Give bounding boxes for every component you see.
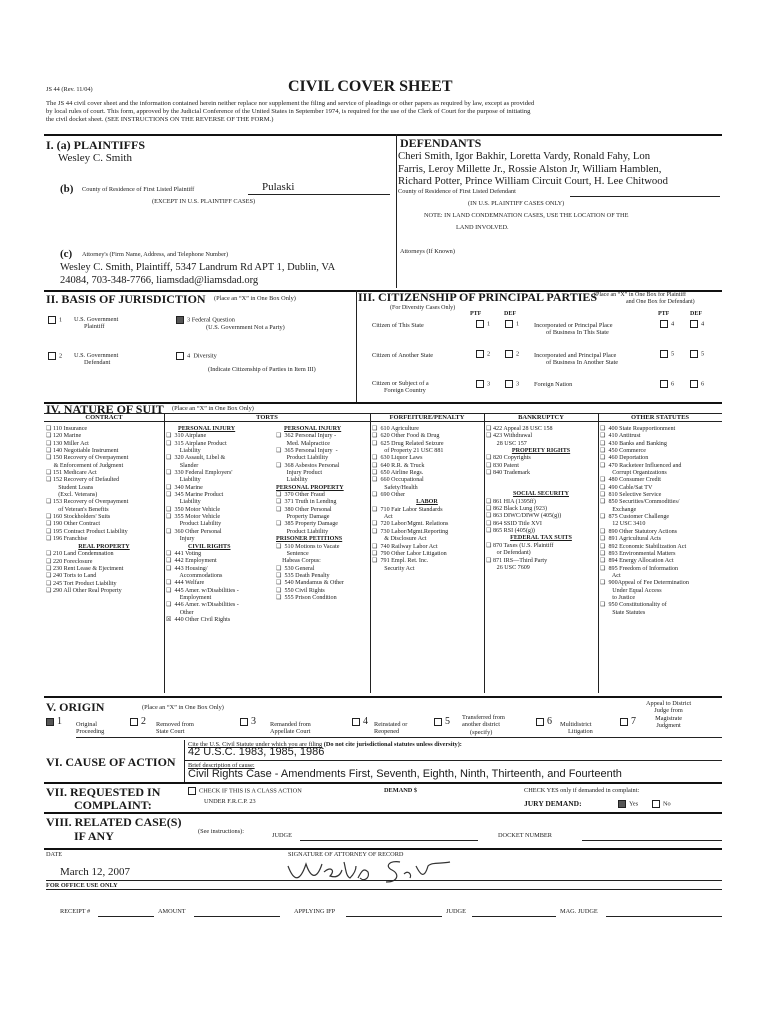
suit-option[interactable]: ❑ 120 Marine bbox=[46, 433, 82, 440]
col-bankruptcy: BANKRUPTCY bbox=[518, 414, 564, 421]
suit-option: & Disclosure Act bbox=[372, 536, 427, 543]
suit-option: Under Equal Access bbox=[600, 587, 662, 594]
plaintiff-county-label: County of Residence of First Listed Plaintiff bbox=[82, 186, 195, 193]
frcp-label: UNDER F.R.C.P. 23 bbox=[204, 798, 256, 805]
personal-injury2-list[interactable] bbox=[276, 426, 344, 602]
jurisdiction-instruction: (Place an “X” in One Box Only) bbox=[214, 295, 296, 302]
suit-option[interactable]: ❑ 550 Civil Rights bbox=[276, 587, 325, 594]
related-instructions: (See instructions): bbox=[198, 828, 244, 835]
suit-option: Habeas Corpus: bbox=[276, 558, 321, 565]
nature-header: IV. NATURE OF SUIT bbox=[46, 402, 164, 416]
suit-option: Product Liability bbox=[276, 455, 329, 462]
suit-option: Exchange bbox=[600, 506, 637, 513]
receipt-label: RECEIPT # bbox=[60, 908, 91, 915]
class-action-checkbox[interactable]: CHECK IF THIS IS A CLASS ACTION bbox=[188, 787, 302, 795]
suit-option[interactable]: ❑ 443 Housing/ bbox=[166, 565, 208, 572]
citizen-row3-def[interactable]: 3 bbox=[505, 380, 519, 388]
checkbox[interactable] bbox=[476, 350, 484, 358]
suit-option[interactable]: ❑ 385 Property Damage bbox=[276, 521, 338, 528]
suit-option[interactable]: ❑ 730 Labor/Mgmt.Reporting bbox=[372, 528, 449, 535]
suit-option: 28 USC 157 bbox=[486, 440, 527, 447]
checkbox[interactable] bbox=[476, 380, 484, 388]
suit-option[interactable]: ❑ 362 Personal Injury - bbox=[276, 433, 337, 440]
cite-label: Cite the U.S. Civil Statute under which you are filing (Do not cite jurisdictional statutes unless diversity): bbox=[188, 741, 462, 748]
bankruptcy-list[interactable] bbox=[486, 426, 596, 572]
docket-label: DOCKET NUMBER bbox=[498, 832, 552, 839]
citizen-row3-ptf2[interactable]: 6 bbox=[660, 380, 674, 388]
suit-option[interactable]: ❑ 230 Rent Lease & Ejectment bbox=[46, 566, 124, 573]
suit-option: Slander bbox=[166, 462, 199, 469]
personal-injury-header: PERSONAL INJURY bbox=[178, 426, 236, 432]
suit-option: to Justice bbox=[600, 594, 636, 601]
suit-option[interactable]: ❑ 480 Consumer Credit bbox=[600, 477, 661, 484]
suit-option[interactable]: ❑ 441 Voting bbox=[166, 550, 202, 557]
suit-option[interactable]: ❑ 400 State Reapportionment bbox=[600, 426, 676, 432]
origin-opt1[interactable]: 1 bbox=[46, 716, 62, 727]
suit-option[interactable]: ❑ 360 Other Personal bbox=[166, 528, 222, 535]
jury-yes[interactable]: Yes bbox=[618, 800, 638, 808]
suit-option: Accommodations bbox=[166, 572, 223, 579]
suit-option: Liability bbox=[166, 448, 201, 455]
checkbox[interactable] bbox=[652, 800, 660, 808]
suit-option: Injury Product bbox=[276, 470, 323, 477]
suit-option[interactable]: ❑ 320 Assault, Libel & bbox=[166, 455, 226, 462]
suit-option[interactable]: ❑ 555 Prison Condition bbox=[276, 594, 337, 601]
suit-option[interactable]: ❑ 861 HIA (1395ff) bbox=[486, 498, 536, 505]
suit-option[interactable]: ❑ 152 Recovery of Defaulted bbox=[46, 477, 120, 484]
citizen-row3-desc: Foreign Nation bbox=[534, 381, 573, 388]
suit-option[interactable]: ❑ 893 Environmental Matters bbox=[600, 550, 676, 557]
suit-option[interactable]: ❑ 150 Recovery of Overpayment bbox=[46, 455, 129, 462]
suit-option: Liability bbox=[166, 499, 201, 506]
plaintiff-county-value: Pulaski bbox=[262, 181, 295, 193]
suit-option: of Veteran's Benefits bbox=[46, 506, 109, 513]
defendant-line: Cheri Smith, Igor Bakhir, Loretta Vardy, Ronald Fahy, Lon bbox=[398, 150, 651, 162]
jurisdiction-opt3-note: (U.S. Government Not a Party) bbox=[206, 324, 285, 331]
civil-rights-header: CIVIL RIGHTS bbox=[188, 543, 231, 550]
suit-option: of Property 21 USC 881 bbox=[372, 448, 444, 455]
personal-property-header: PERSONAL PROPERTY bbox=[276, 484, 344, 491]
brief-value: Civil Rights Case - Amendments First, Seventh, Eighth, Ninth, Thirteenth, and Fourteenth bbox=[188, 768, 622, 780]
checkbox[interactable] bbox=[476, 320, 484, 328]
suit-option: Other bbox=[166, 609, 194, 616]
attorney-line1: Wesley C. Smith, Plaintiff, 5347 Landrum Rd APT 1, Dublin, VA bbox=[60, 262, 336, 273]
suit-option[interactable]: ❑ 894 Energy Allocation Act bbox=[600, 558, 674, 565]
citizen-row1-def[interactable]: 1 bbox=[505, 320, 519, 328]
suit-option[interactable]: ❑ 950 Constitutionality of bbox=[600, 602, 667, 609]
suit-option[interactable]: ❑ 355 Motor Vehicle bbox=[166, 514, 221, 521]
demand-label: DEMAND $ bbox=[384, 787, 418, 794]
jurisdiction-opt4-note: (Indicate Citizenship of Parties in Item III) bbox=[208, 366, 316, 373]
plaintiff-name: Wesley C. Smith bbox=[58, 152, 132, 164]
checkbox[interactable] bbox=[434, 718, 442, 726]
suit-option[interactable]: ❑ 865 RSI (405(g)) bbox=[486, 528, 535, 535]
attorney-line2: 24084, 703-348-7766, liamsdad@liamsdad.org bbox=[60, 275, 259, 286]
defendant-attorneys-label: Attorneys (If Known) bbox=[400, 248, 455, 255]
suit-option[interactable]: ❑ 450 Commerce bbox=[600, 448, 646, 455]
suit-option[interactable]: ❑ 850 Securities/Commodities/ bbox=[600, 499, 680, 506]
suit-option[interactable]: ❑ 510 Motions to Vacate bbox=[276, 543, 340, 550]
contract-list[interactable] bbox=[46, 426, 128, 544]
suit-option: Sentence bbox=[276, 550, 309, 557]
suit-option[interactable]: ❑ 890 Other Statutory Actions bbox=[600, 528, 678, 535]
checkbox[interactable] bbox=[690, 380, 698, 388]
suit-option[interactable]: ❑ 900Appeal of Fee Determination bbox=[600, 580, 689, 587]
jurisdiction-opt1[interactable]: 1 bbox=[48, 316, 62, 324]
suit-option[interactable]: ❑ 863 DIWC/DIWW (405(g)) bbox=[486, 513, 562, 520]
suit-option[interactable]: ❑ 870 Taxes (U.S. Plaintiff bbox=[486, 542, 554, 549]
origin-opt4-label: Reinstated or Reopened bbox=[374, 721, 408, 736]
origin-instruction: (Place an “X” in One Box Only) bbox=[142, 704, 224, 711]
checkbox[interactable] bbox=[690, 350, 698, 358]
amount-label: AMOUNT bbox=[158, 908, 186, 915]
citizen-row2-label: Citizen of Another State bbox=[372, 352, 434, 359]
col-other-statutes: OTHER STATUTES bbox=[630, 414, 690, 421]
jurisdiction-opt4[interactable]: 4 Diversity bbox=[176, 352, 217, 360]
citizen-row1-desc: Incorporated or Principal Place of Business In This State bbox=[534, 322, 613, 337]
suit-option[interactable]: ❑ 160 Stockholders' Suits bbox=[46, 514, 111, 521]
suit-option[interactable]: ❑ 740 Railway Labor Act bbox=[372, 543, 438, 550]
citizen-row3-ptf[interactable]: 3 bbox=[476, 380, 490, 388]
suit-option[interactable]: ❑ 790 Other Labor Litigation bbox=[372, 550, 447, 557]
other-statutes-list[interactable] bbox=[600, 426, 689, 617]
suit-option[interactable]: ❑ 340 Marine bbox=[166, 484, 203, 491]
suit-option[interactable]: ❑ 151 Medicare Act bbox=[46, 470, 97, 477]
suit-option[interactable]: ❑ 446 Amer. w/Disabilities - bbox=[166, 602, 239, 609]
suit-option[interactable]: ❑ 540 Mandamus & Other bbox=[276, 580, 344, 587]
suit-option: 26 USC 7609 bbox=[486, 564, 530, 571]
citizen-row2-ptf2[interactable]: 5 bbox=[660, 350, 674, 358]
citizen-row2-def[interactable]: 2 bbox=[505, 350, 519, 358]
suit-option[interactable]: ❑ 345 Marine Product bbox=[166, 492, 224, 499]
jurisdiction-header: II. BASIS OF JURISDICTION bbox=[46, 292, 206, 306]
origin-opt5[interactable]: 5 bbox=[434, 716, 450, 727]
suit-option[interactable]: ❑ 330 Federal Employers' bbox=[166, 470, 233, 477]
checkbox[interactable] bbox=[505, 380, 513, 388]
suit-option[interactable]: ❑ 830 Patent bbox=[486, 462, 519, 469]
suit-option[interactable]: ❑ 350 Motor Vehicle bbox=[166, 506, 221, 513]
jurisdiction-opt2-label: U.S. Government Defendant bbox=[74, 352, 119, 367]
attorney-label: Attorney's (Firm Name, Address, and Telephone Number) bbox=[82, 251, 229, 258]
brief-label: Brief description of cause: bbox=[188, 762, 255, 769]
applying-ifp-label: APPLYING IFP bbox=[294, 908, 336, 915]
checkbox-checked[interactable] bbox=[46, 718, 54, 726]
origin-opt4[interactable]: 4 bbox=[352, 716, 368, 727]
signature-image bbox=[280, 852, 460, 888]
checkbox[interactable] bbox=[620, 718, 628, 726]
defendants-header: DEFENDANTS bbox=[400, 136, 482, 150]
checkbox-checked[interactable] bbox=[176, 316, 184, 324]
suit-option[interactable]: ❑ 891 Agricultural Acts bbox=[600, 536, 661, 543]
origin-opt6[interactable]: 6 bbox=[536, 716, 552, 727]
jurisdiction-opt2[interactable]: 2 bbox=[48, 352, 62, 360]
jurisdiction-opt1-label: U.S. Government Plaintiff bbox=[74, 316, 119, 331]
suit-option[interactable]: ❑ 650 Airline Regs. bbox=[372, 470, 424, 477]
date-value: March 12, 2007 bbox=[60, 866, 130, 878]
origin-opt3-label: Remanded from Appellate Court bbox=[270, 721, 311, 736]
checkbox[interactable] bbox=[240, 718, 248, 726]
origin-opt6-label: Multidistrict Litigation bbox=[560, 721, 593, 736]
suit-option[interactable]: ❑ 245 Tort Product Liability bbox=[46, 580, 117, 587]
suit-option[interactable]: ❑ 195 Contract Product Liability bbox=[46, 528, 128, 535]
suit-option: Act bbox=[372, 514, 393, 521]
suit-option[interactable]: ❑ 862 Black Lung (923) bbox=[486, 506, 547, 513]
intro-line: The JS 44 civil cover sheet and the information contained herein neither replace nor supplement the filing and service of pleadings or other papers as required by law, except as provided bbox=[46, 100, 535, 107]
prisoner-header: PRISONER PETITIONS bbox=[276, 536, 343, 543]
suit-option: Corrupt Organizations bbox=[600, 470, 667, 477]
note-line1: NOTE: IN LAND CONDEMNATION CASES, USE THE LOCATION OF THE bbox=[424, 212, 629, 219]
suit-option: Injury bbox=[166, 536, 195, 543]
suit-option[interactable]: ❑ 422 Appeal 28 USC 158 bbox=[486, 426, 553, 432]
suit-option[interactable]: ❑ 220 Foreclosure bbox=[46, 558, 93, 565]
except-note: (EXCEPT IN U.S. PLAINTIFF CASES) bbox=[152, 198, 256, 205]
suit-option[interactable]: ❑ 610 Agriculture bbox=[372, 426, 419, 432]
suit-option: & Enforcement of Judgment bbox=[46, 462, 124, 469]
def-label2: DEF bbox=[690, 311, 702, 317]
suit-option[interactable]: ❑ 690 Other bbox=[372, 492, 406, 499]
check-yes-label: CHECK YES only if demanded in complaint: bbox=[524, 787, 640, 794]
suit-option[interactable]: ❑ 710 Fair Labor Standards bbox=[372, 506, 443, 513]
suit-option[interactable]: ❑ 535 Death Penalty bbox=[276, 572, 330, 579]
c-label: (c) bbox=[60, 248, 73, 260]
diversity-note: (For Diversity Cases Only) bbox=[390, 305, 456, 311]
office-judge-label: JUDGE bbox=[446, 908, 466, 915]
suit-option[interactable]: ❑ 410 Antitrust bbox=[600, 433, 641, 440]
cite-value: 42 U.S.C. 1983, 1985, 1986 bbox=[188, 746, 325, 758]
plaintiffs-header: I. (a) PLAINTIFFS bbox=[46, 138, 146, 152]
suit-option[interactable]: ❑ 370 Other Fraud bbox=[276, 492, 325, 499]
suit-option[interactable]: ❑ 630 Liquor Laws bbox=[372, 455, 423, 462]
origin-header: V. ORIGIN bbox=[46, 700, 105, 714]
form-title: CIVIL COVER SHEET bbox=[288, 78, 453, 95]
intro-text bbox=[46, 100, 726, 124]
suit-option[interactable]: ☒ 440 Other Civil Rights bbox=[166, 616, 231, 623]
origin-opt3[interactable]: 3 bbox=[240, 716, 256, 727]
suit-option[interactable]: ❑ 368 Asbestos Personal bbox=[276, 462, 340, 469]
def-label: DEF bbox=[504, 311, 516, 317]
suit-option[interactable]: ❑ 380 Other Personal bbox=[276, 506, 332, 513]
checkbox[interactable] bbox=[660, 350, 668, 358]
origin-opt1-label: Original Proceeding bbox=[76, 721, 105, 736]
suit-option: Property Damage bbox=[276, 514, 330, 521]
suit-option[interactable]: ❑ 625 Drug Related Seizure bbox=[372, 440, 444, 447]
cause-header: VI. CAUSE OF ACTION bbox=[46, 755, 176, 769]
citizen-row1-label: Citizen of This State bbox=[372, 322, 424, 329]
checkbox[interactable] bbox=[690, 320, 698, 328]
citizen-row2-desc: Incorporated and Principal Place of Business In Another State bbox=[534, 352, 619, 367]
citizen-row2-def2[interactable]: 5 bbox=[690, 350, 704, 358]
citizen-row1-def2[interactable]: 4 bbox=[690, 320, 704, 328]
suit-option[interactable]: ❑ 442 Employment bbox=[166, 558, 217, 565]
jury-demand-label: JURY DEMAND: bbox=[524, 799, 582, 808]
intro-line: the civil docket sheet. (SEE INSTRUCTIONS ON THE REVERSE OF THE FORM.) bbox=[46, 116, 274, 123]
mag-judge-label: MAG. JUDGE bbox=[560, 908, 598, 915]
suit-option: Safety/Health bbox=[372, 484, 418, 491]
suit-option[interactable]: ❑ 365 Personal Injury - bbox=[276, 448, 338, 455]
related-header2: IF ANY bbox=[74, 829, 114, 843]
col-forfeiture: FORFEITURE/PENALTY bbox=[389, 414, 465, 421]
suit-option[interactable]: ❑ 153 Recovery of Overpayment bbox=[46, 499, 129, 506]
col-torts: TORTS bbox=[256, 414, 278, 421]
date-label: DATE bbox=[46, 851, 63, 858]
personal-injury-list[interactable] bbox=[166, 426, 239, 624]
suit-option: Product Liability bbox=[276, 528, 329, 535]
suit-option[interactable]: ❑ 660 Occupational bbox=[372, 477, 424, 484]
checkbox[interactable] bbox=[48, 352, 56, 360]
suit-option: 12 USC 3410 bbox=[600, 521, 646, 528]
suit-option: State Statutes bbox=[600, 609, 646, 616]
personal-injury2-header: PERSONAL INJURY bbox=[284, 426, 342, 432]
citizenship-instruction1: (Place an “X” in One Box for Plaintiff bbox=[594, 292, 687, 298]
suit-option[interactable]: ❑ 460 Deportation bbox=[600, 455, 649, 462]
checkbox[interactable] bbox=[130, 718, 138, 726]
ptf-label2: PTF bbox=[658, 311, 670, 317]
col-contract: CONTRACT bbox=[85, 414, 123, 421]
labor-header: LABOR bbox=[416, 499, 438, 506]
suit-option[interactable]: ❑ 445 Amer. w/Disabilities - bbox=[166, 587, 239, 594]
related-header1: VIII. RELATED CASE(S) bbox=[46, 815, 182, 829]
suit-option[interactable]: ❑ 892 Economic Stabilization Act bbox=[600, 543, 687, 550]
citizen-row2-ptf[interactable]: 2 bbox=[476, 350, 490, 358]
origin-opt5-label: Transferred from another district (specify) bbox=[462, 714, 505, 736]
social-security-header: SOCIAL SECURITY bbox=[512, 491, 570, 498]
federal-tax-header: FEDERAL TAX SUITS bbox=[510, 535, 572, 542]
suit-option[interactable]: ❑ 310 Airplane bbox=[166, 433, 207, 440]
suit-option[interactable]: ❑ 864 SSID Title XVI bbox=[486, 520, 542, 527]
forfeiture-list[interactable] bbox=[372, 426, 482, 573]
suit-option[interactable]: ❑ 190 Other Contract bbox=[46, 521, 101, 528]
requested-header2: COMPLAINT: bbox=[74, 798, 152, 812]
defendant-line: Farris, Leroy Millette Jr., Rossie Alston Jr, William Hamblen, bbox=[398, 162, 662, 175]
form-id: JS 44 (Rev. 11/04) bbox=[46, 86, 93, 93]
nature-instruction: (Place an “X” in One Box Only) bbox=[172, 405, 254, 412]
suit-option[interactable]: ❑ 791 Empl. Ret. Inc. bbox=[372, 558, 429, 565]
intro-line: by local rules of court. This form, approved by the Judicial Conference of the United States in September 1974, is required for the use of the Clerk of Court for the purpose of initiating bbox=[46, 108, 531, 115]
suit-option[interactable]: ❑ 371 Truth in Lending bbox=[276, 499, 337, 506]
checkbox[interactable] bbox=[48, 316, 56, 324]
suit-option[interactable]: ❑ 290 All Other Real Property bbox=[46, 588, 122, 595]
office-use-label: FOR OFFICE USE ONLY bbox=[46, 882, 118, 889]
origin-opt7[interactable]: 7 bbox=[620, 716, 636, 727]
jury-no[interactable]: No bbox=[652, 800, 671, 808]
citizen-row1-ptf2[interactable]: 4 bbox=[660, 320, 674, 328]
citizenship-instruction2: and One Box for Defendant) bbox=[626, 299, 695, 305]
suit-option: or Defendant) bbox=[486, 550, 531, 557]
checkbox[interactable] bbox=[505, 350, 513, 358]
in-us-note: (IN U.S. PLAINTIFF CASES ONLY) bbox=[468, 200, 565, 207]
suit-option[interactable]: ❑ 490 Cable/Sat TV bbox=[600, 484, 653, 491]
suit-option[interactable]: ❑ 423 Withdrawal bbox=[486, 433, 533, 440]
ptf-label: PTF bbox=[470, 311, 482, 317]
note-line2: LAND INVOLVED. bbox=[456, 224, 509, 231]
suit-option[interactable]: ❑ 840 Trademark bbox=[486, 470, 531, 477]
defendant-names bbox=[398, 150, 668, 188]
defendant-line: Richard Potter, Prince William Circuit Court, H. Lee Chitwood bbox=[398, 175, 668, 188]
suit-option[interactable]: ❑ 640 R.R. & Truck bbox=[372, 462, 425, 469]
suit-option[interactable]: ❑ 895 Freedom of Information bbox=[600, 565, 679, 572]
suit-option[interactable]: ❑ 210 Land Condemnation bbox=[46, 551, 114, 558]
suit-option[interactable]: ❑ 140 Negotiable Instrument bbox=[46, 448, 119, 455]
suit-option: Security Act bbox=[372, 565, 415, 572]
suit-option: Liability bbox=[276, 477, 308, 484]
suit-option[interactable]: ❑ 620 Other Food & Drug bbox=[372, 433, 440, 440]
suit-option[interactable]: ❑ 530 General bbox=[276, 565, 315, 572]
suit-option[interactable]: ❑ 240 Torts to Land bbox=[46, 573, 97, 580]
property-rights-header: PROPERTY RIGHTS bbox=[511, 448, 571, 455]
suit-option[interactable]: ❑ 430 Banks and Banking bbox=[600, 440, 667, 447]
suit-option[interactable]: ❑ 444 Welfare bbox=[166, 580, 205, 587]
checkbox[interactable] bbox=[188, 787, 196, 795]
real-property-list[interactable] bbox=[46, 544, 162, 595]
citizen-row1-ptf[interactable]: 1 bbox=[476, 320, 490, 328]
origin-opt7-label: Appeal to District Judge from Magistrate Judgment bbox=[646, 700, 692, 730]
related-judge-label: JUDGE bbox=[272, 832, 292, 839]
b-label: (b) bbox=[60, 183, 74, 195]
citizen-row3-def2[interactable]: 6 bbox=[690, 380, 704, 388]
suit-option: Act bbox=[600, 572, 621, 579]
citizenship-header: III. CITIZENSHIP OF PRINCIPAL PARTIES bbox=[358, 290, 598, 304]
checkbox[interactable] bbox=[660, 320, 668, 328]
suit-option: Product Liability bbox=[166, 521, 222, 528]
suit-option: Med. Malpractice bbox=[276, 440, 330, 447]
suit-option[interactable]: ❑ 820 Copyrights bbox=[486, 455, 531, 462]
suit-option[interactable]: ❑ 470 Racketeer Influenced and bbox=[600, 462, 682, 469]
real-property-header: REAL PROPERTY bbox=[78, 544, 130, 550]
citizen-row3-label: Citizen or Subject of a Foreign Country bbox=[372, 380, 429, 395]
suit-option[interactable]: ❑ 315 Airplane Product bbox=[166, 440, 227, 447]
signature-label: SIGNATURE OF ATTORNEY OF RECORD bbox=[288, 851, 404, 858]
suit-option: Employment bbox=[166, 594, 212, 601]
origin-opt2[interactable]: 2 bbox=[130, 716, 146, 727]
suit-option[interactable]: ❑ 130 Miller Act bbox=[46, 440, 89, 447]
checkbox[interactable] bbox=[660, 380, 668, 388]
defendant-county-label: County of Residence of First Listed Defendant bbox=[398, 188, 516, 195]
checkbox[interactable] bbox=[505, 320, 513, 328]
suit-option[interactable]: ❑ 871 IRS—Third Party bbox=[486, 557, 548, 564]
suit-option[interactable]: ❑ 875 Customer Challenge bbox=[600, 514, 670, 521]
suit-option: Liability bbox=[166, 477, 201, 484]
requested-header1: VII. REQUESTED IN bbox=[46, 785, 161, 799]
suit-option[interactable]: ❑ 110 Insurance bbox=[46, 426, 88, 432]
checkbox[interactable] bbox=[536, 718, 544, 726]
origin-opt2-label: Removed from State Court bbox=[156, 721, 194, 736]
checkbox-checked[interactable] bbox=[618, 800, 626, 808]
suit-option[interactable]: ❑ 196 Franchise bbox=[46, 536, 88, 543]
checkbox[interactable] bbox=[352, 718, 360, 726]
checkbox[interactable] bbox=[176, 352, 184, 360]
suit-option: (Excl. Veterans) bbox=[46, 492, 98, 499]
suit-option[interactable]: ❑ 720 Labor/Mgmt. Relations bbox=[372, 521, 449, 528]
suit-option[interactable]: ❑ 810 Selective Service bbox=[600, 492, 662, 499]
suit-option: Student Loans bbox=[46, 484, 94, 491]
jurisdiction-opt3[interactable]: 3 Federal Question bbox=[176, 316, 235, 324]
